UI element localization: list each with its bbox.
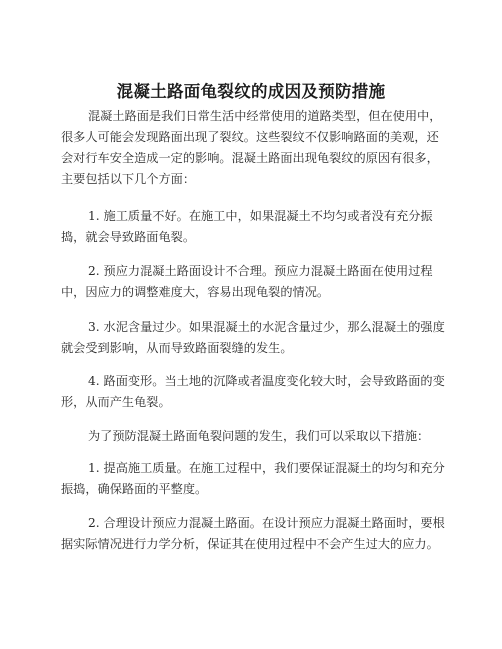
cause-item-1: [61, 206, 446, 248]
intro-paragraph: 混凝土路面是我们日常生活中经常使用的道路类型，但在使用中，很多人可能会发现路面出现了裂纹。这些裂纹不仅影响路面的美观，还会对行车安全造成一定的影响。混凝土路面出现龟裂纹的原因有很多，主要包括以下几个方面：: [61, 109, 442, 186]
measure-number-1: 1.: [88, 461, 100, 475]
cause-number-1: 1.: [88, 209, 100, 223]
cause-text-3: 水泥含量过少。如果混凝土的水泥含量过少，那么混凝土的强度就会受到影响，从而导致路面裂缝的发生。: [61, 320, 445, 355]
cause-item-3: [61, 317, 446, 359]
measure-text-2: 合理设计预应力混凝土路面。在设计预应力混凝土路面时，要根据实际情况进行力学分析，保证其在使用过程中不会产生过大的应力。: [61, 516, 445, 551]
measure-number-2: 2.: [88, 516, 100, 530]
cause-number-3: 3.: [88, 320, 100, 334]
measures-intro-paragraph: 为了预防混凝土路面龟裂问题的发生，我们可以采取以下措施：: [88, 429, 430, 443]
cause-text-1: 施工质量不好。在施工中，如果混凝土不均匀或者没有充分振捣，就会导致路面龟裂。: [61, 209, 433, 244]
cause-item-4: [61, 371, 446, 413]
cause-number-4: 4.: [88, 374, 100, 388]
cause-number-2: 2.: [88, 264, 100, 278]
cause-text-4: 路面变形。当土地的沉降或者温度变化较大时，会导致路面的变形，从而产生龟裂。: [61, 374, 445, 409]
document-title: 混凝土路面龟裂纹的成因及预防措施: [116, 82, 386, 101]
cause-item-2: [61, 261, 446, 303]
cause-text-2: 预应力混凝土路面设计不合理。预应力混凝土路面在使用过程中，因应力的调整难度大，容易出现龟裂的情况。: [61, 264, 433, 299]
measure-text-1: 提高施工质量。在施工过程中，我们要保证混凝土的均匀和充分振捣，确保路面的平整度。: [61, 461, 445, 496]
measure-item-2: [61, 513, 446, 555]
measure-item-1: [61, 458, 446, 500]
